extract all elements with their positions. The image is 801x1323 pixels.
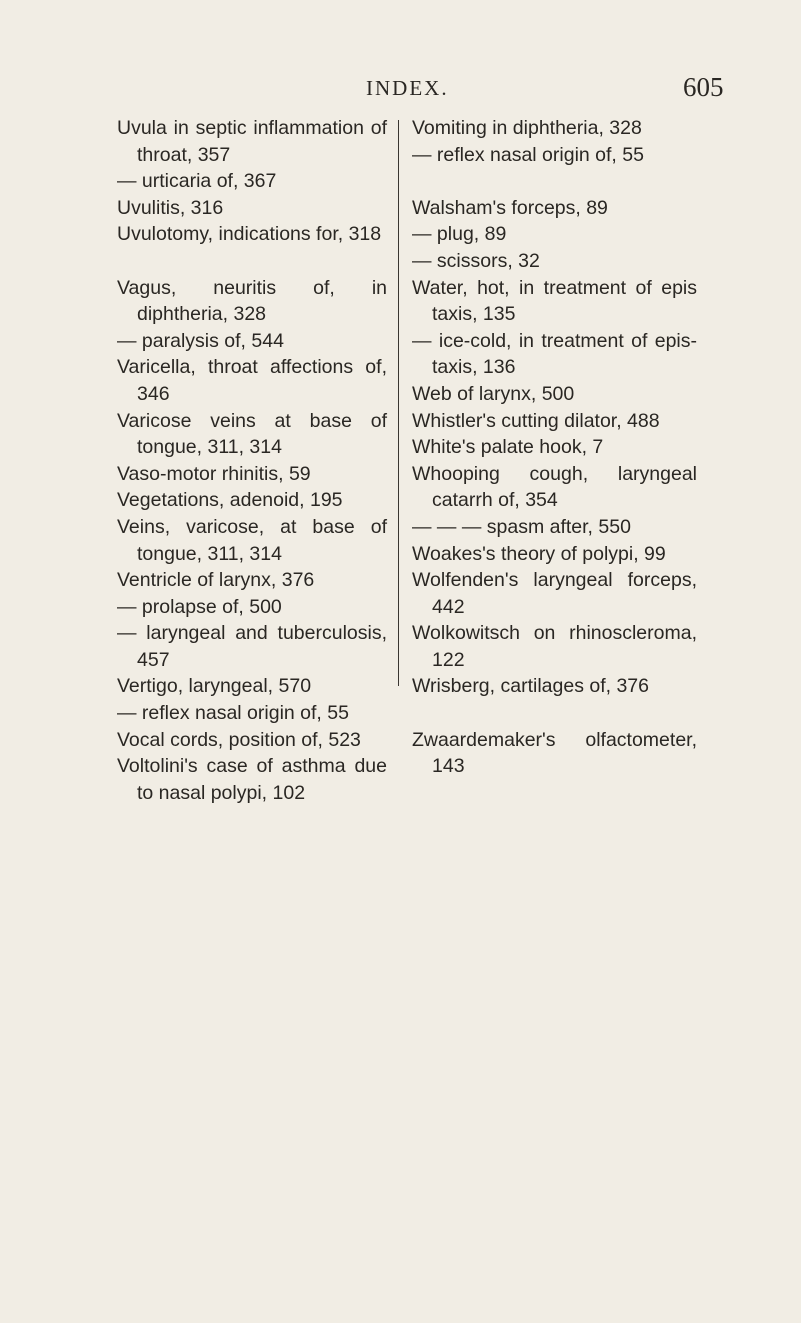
index-entry: — reflex nasal origin of, 55 xyxy=(117,702,349,725)
index-entry: Vertigo, laryngeal, 570 xyxy=(117,675,312,698)
section-gap xyxy=(412,168,697,195)
index-entry: White's palate hook, 7 xyxy=(412,436,604,459)
index-entry: Wrisberg, cartilages of, 376 xyxy=(412,675,649,698)
index-entry: Water, hot, in treatment of epis taxis, 135 xyxy=(412,276,697,326)
index-entry: — — — spasm after, 550 xyxy=(412,515,631,538)
page-header xyxy=(0,72,801,112)
index-entry: Whistler's cutting dilator, 488 xyxy=(412,409,660,432)
index-entry: Vomiting in diphtheria, 328 xyxy=(412,117,642,139)
index-entry: — ice-cold, in treatment of epis- taxis, 136 xyxy=(412,329,697,379)
index-entry: Wolfenden's laryngeal forceps, 442 xyxy=(412,569,697,618)
index-entry: Walsham's forceps, 89 xyxy=(412,196,608,219)
index-column-right xyxy=(412,115,697,780)
index-entry: — paralysis of, 544 xyxy=(117,329,284,352)
index-entry: Varicose veins at base of tongue, 311, 314 xyxy=(117,409,387,459)
index-entry: Whooping cough, laryngeal catarrh of, 354 xyxy=(412,462,697,512)
index-entry: Wolkowitsch on rhinoscleroma, 122 xyxy=(412,622,697,671)
index-entry: Zwaardemaker's olfactometer, 143 xyxy=(412,728,697,778)
index-entry: — laryngeal and tuberculosis, 457 xyxy=(117,622,387,671)
index-entry: Varicella, throat affections of, 346 xyxy=(117,356,387,405)
index-entry: Ventricle of larynx, 376 xyxy=(117,569,315,592)
index-entry: Vegetations, adenoid, 195 xyxy=(117,489,343,512)
index-entry: Vocal cords, position of, 523 xyxy=(117,728,361,751)
index-entry: — scissors, 32 xyxy=(412,249,540,272)
index-entry: Voltolini's case of asthma due to nasal polypi, 102 xyxy=(117,755,387,804)
index-entry: Web of larynx, 500 xyxy=(412,382,575,405)
index-entry: — reflex nasal origin of, 55 xyxy=(412,143,644,166)
index-entry: Vaso-motor rhinitis, 59 xyxy=(117,462,311,485)
index-entry: Veins, varicose, at base of tongue, 311, 314 xyxy=(117,515,387,565)
running-title: INDEX. xyxy=(366,76,449,100)
index-entry: Uvula in septic inflammation of throat, 357 xyxy=(117,117,387,166)
index-entry: Uvulotomy, indications for, 318 xyxy=(117,223,382,246)
index-entry: Vagus, neuritis of, in diphtheria, 328 xyxy=(117,276,387,326)
index-entry: Woakes's theory of polypi, 99 xyxy=(412,542,666,565)
section-gap xyxy=(412,700,697,727)
page-number: 605 xyxy=(683,72,724,102)
index-entry: — plug, 89 xyxy=(412,223,507,246)
index-entry: Uvulitis, 316 xyxy=(117,196,224,219)
column-divider xyxy=(398,120,399,686)
section-gap xyxy=(117,248,387,275)
index-entry: — prolapse of, 500 xyxy=(117,595,282,618)
index-column-left xyxy=(117,115,387,806)
index-entry: — urticaria of, 367 xyxy=(117,170,277,193)
